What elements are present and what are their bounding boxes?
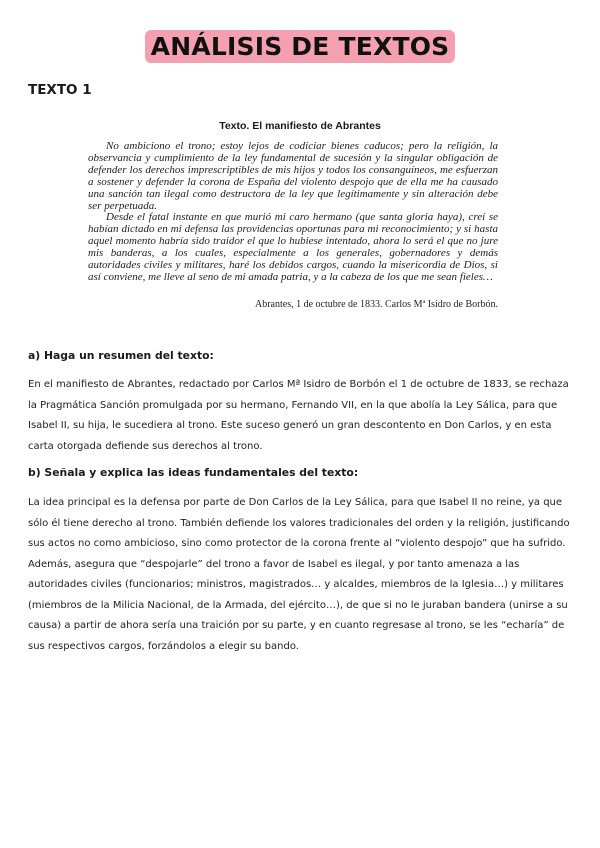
question-a-heading: a) Haga un resumen del texto: bbox=[28, 349, 214, 362]
section-label: TEXTO 1 bbox=[28, 82, 92, 98]
page-title: ANÁLISIS DE TEXTOS bbox=[145, 30, 456, 63]
source-paragraph-1: No ambiciono el trono; estoy lejos de codiciar bienes caducos; pero la religión, la observancia y cumplimiento de la ley fundamental de sucesión y la singular obligación de defender los derechos imprescriptibles de mis hijos y todos los consanguíneos, me esfuerzan a sostener y defender la corona de España del violento despojo que de ella me ha causado una sanción tan ilegal como destructora de la ley que legítimamente y sin alteración debe ser perpetuada. bbox=[88, 140, 498, 212]
source-paragraph-2: Desde el fatal instante en que murió mi caro hermano (que santa gloria haya), creí se habían dictado en mi defensa las providencias oportunas para mi reconocimiento; y si hasta aquel momento habría sido traidor el que lo hubiese intentado, ahora lo será el que no jure mis banderas, a los cuales, especialmente a los generales, gobernadores y demás autoridades civiles y militares, haré los debidos cargos, cuando la misericordia de Dios, si así conviene, me lleve al seno de mi amada patria, y a la cabeza de los que me sean fieles… bbox=[88, 211, 498, 283]
question-b-answer: La idea principal es la defensa por parte de Don Carlos de la Ley Sálica, para que Isabel II no reine, ya que sólo él tiene derecho al trono. También defiende los valores tradicionales del orden y la religión, justificando sus actos no como ambicioso, sino como protector de la corona frente al “violento despojo” que ha sufrido. Además, asegura que “despojarle” del trono a favor de Isabel es ilegal, y por tanto amenaza a las autoridades civiles (funcionarios; ministros, magistrados… y alcaldes, miembros de la Iglesia…) y militares (miembros de la Milicia Nacional, de la Armada, del ejército…), de que si no le juraban bandera (unirse a su causa) a partir de ahora sería una traición por su parte, y en cuanto regresase al trono, se les “echaría” de sus respectivos cargos, forzándolos a elegir su bando. bbox=[28, 497, 570, 652]
question-a-answer: En el manifiesto de Abrantes, redactado por Carlos Mª Isidro de Borbón el 1 de octubre de 1833, se rechaza la Pragmática Sanción promulgada por su hermano, Fernando VII, en la que abolía la Ley Sálica, para que Isabel II, su hija, le sucediera al trono. Este suceso generó un gran descontento en Don Carlos, y en esta carta otorgada defiende sus derechos al trono. bbox=[28, 379, 569, 452]
title-wrapper bbox=[0, 30, 600, 63]
source-excerpt bbox=[88, 120, 498, 310]
source-title: Texto. El manifiesto de Abrantes bbox=[219, 120, 381, 132]
source-citation: Abrantes, 1 de octubre de 1833. Carlos Mª Isidro de Borbón. bbox=[255, 298, 498, 310]
question-b-heading: b) Señala y explica las ideas fundamentales del texto: bbox=[28, 466, 359, 479]
